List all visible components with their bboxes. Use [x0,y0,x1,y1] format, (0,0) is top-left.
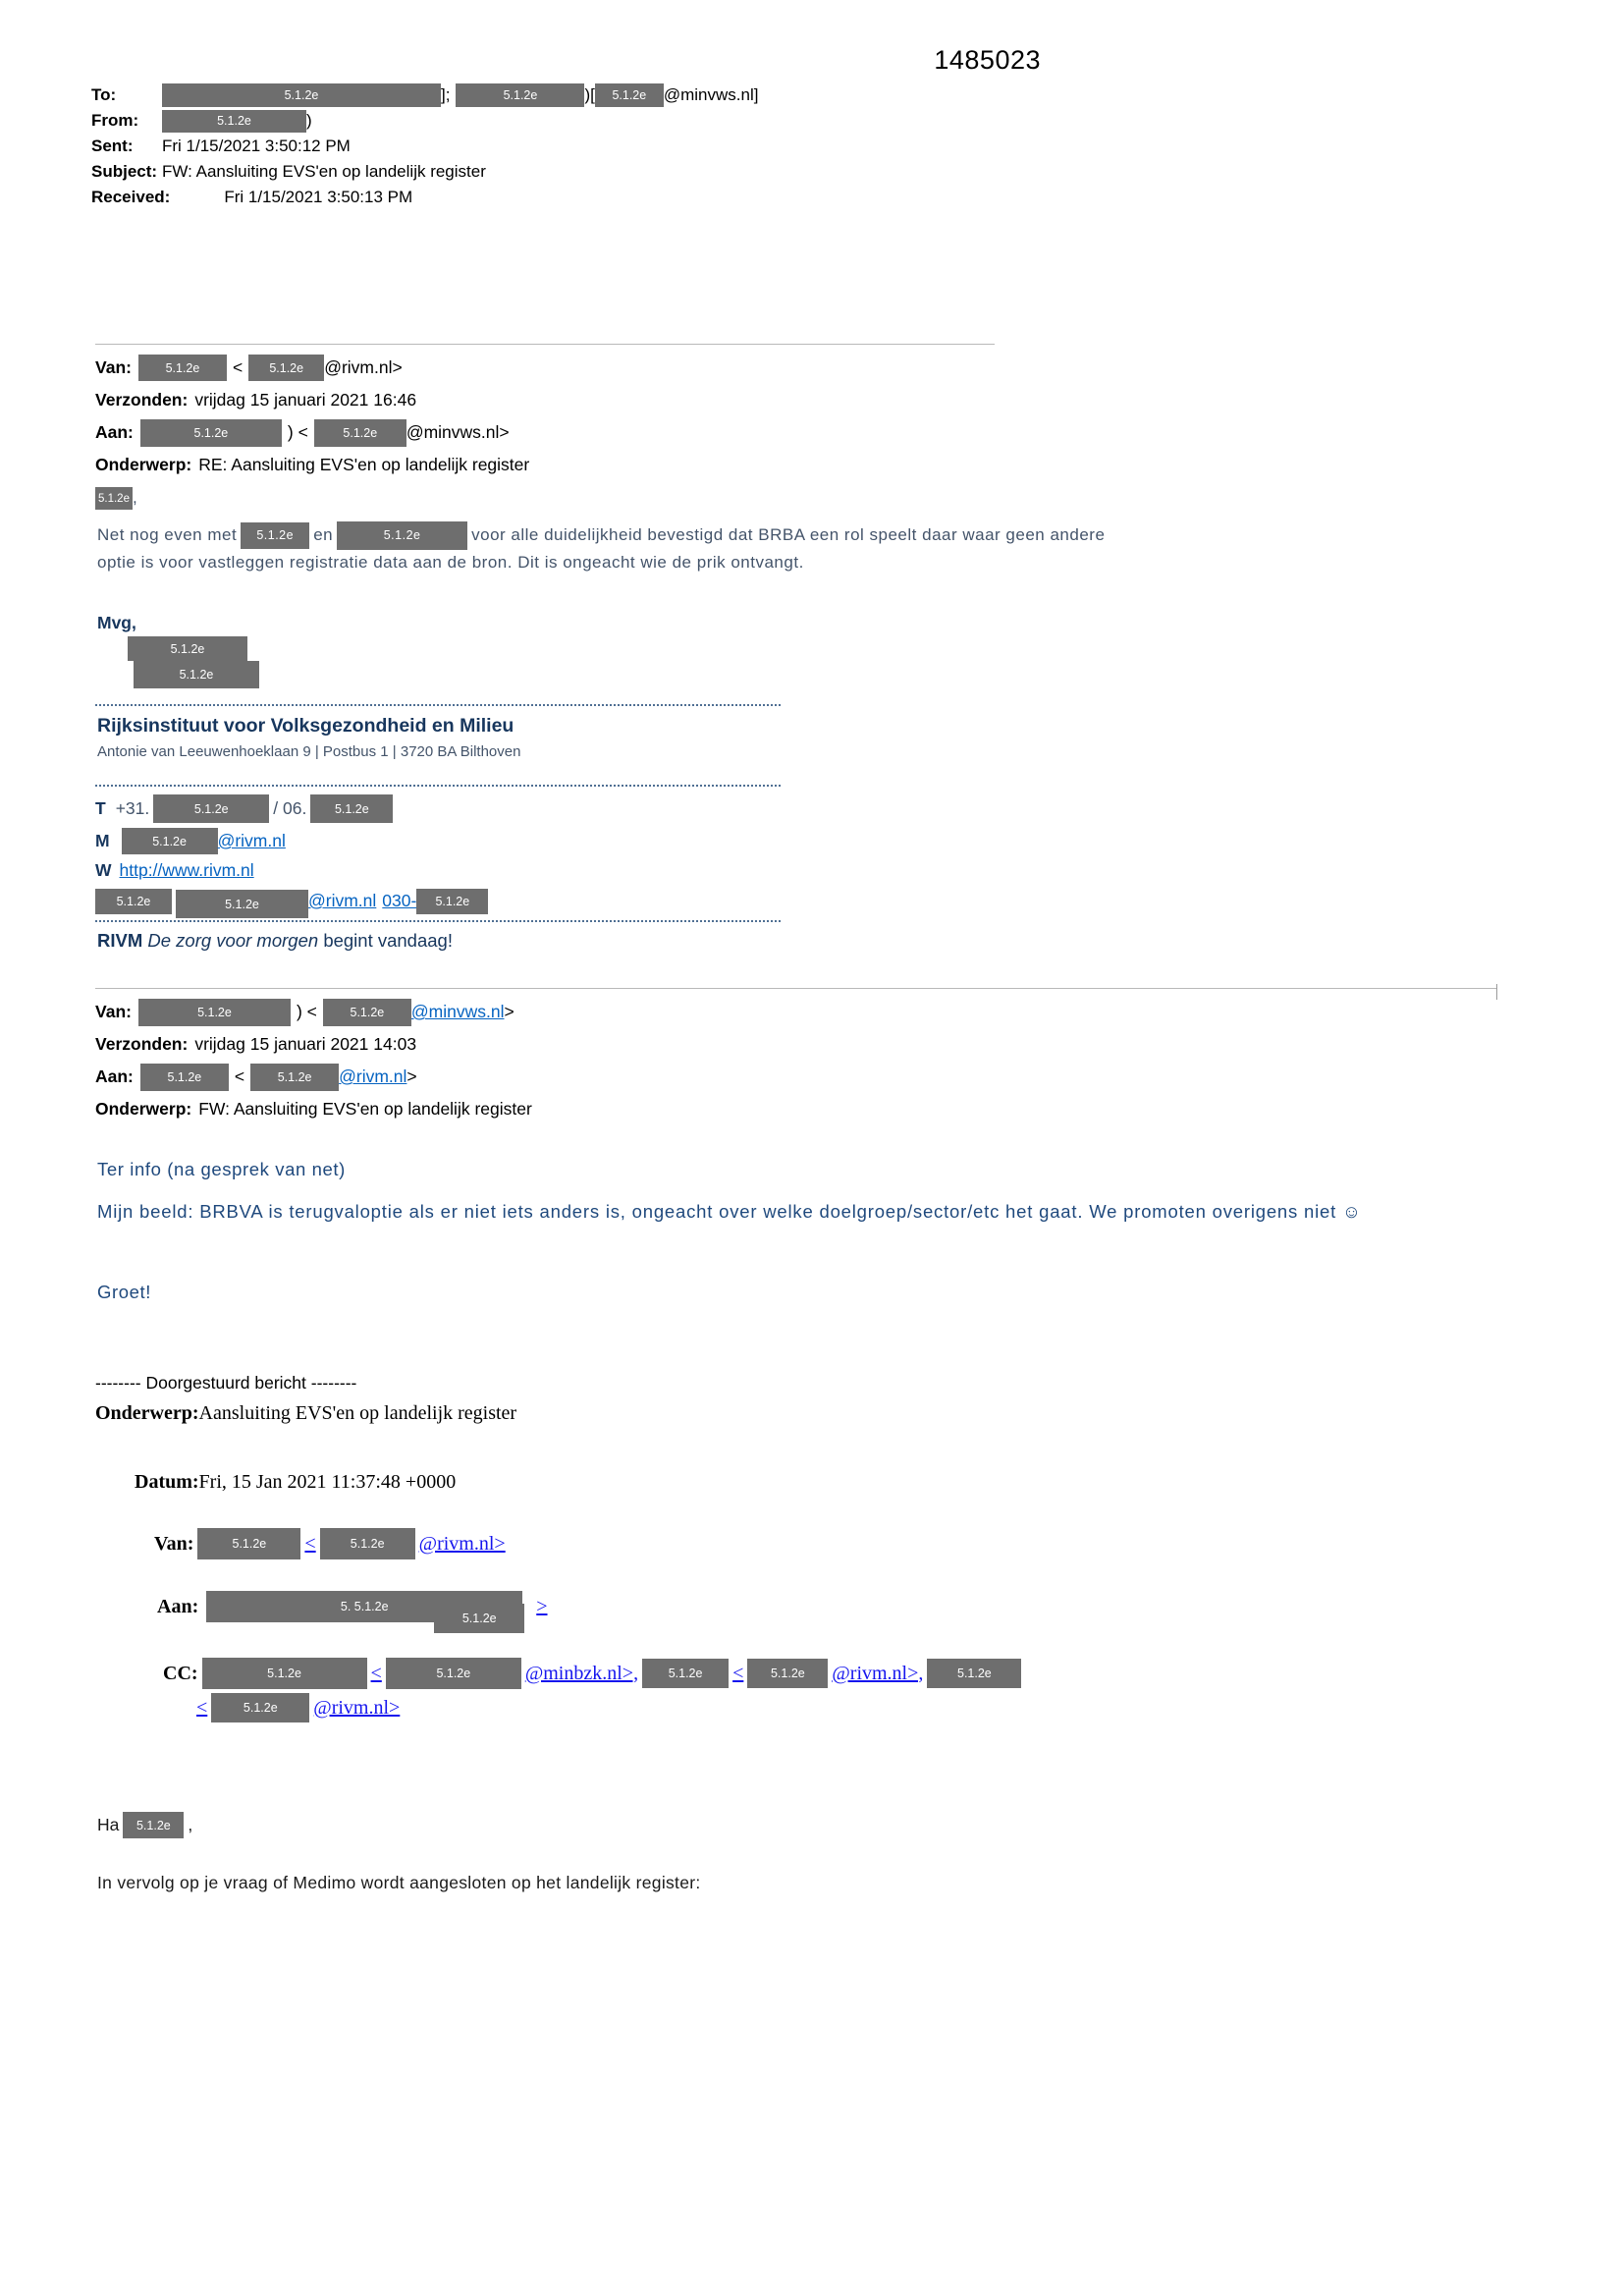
document-number: 1485023 [934,45,1041,75]
t-label: T [95,798,106,818]
redaction-box: 5.1.2e [122,828,218,854]
redaction-box: 5.1.2e [138,355,227,381]
fwd-van-label: Van: [154,1532,194,1555]
dotted-divider [95,920,781,922]
van-label: Van: [95,357,132,377]
van-row [95,352,995,384]
footer-greeting: Ha [97,1815,120,1834]
onderwerp-label: Onderwerp: [95,455,192,474]
fwd-cc-label: CC: [163,1662,198,1684]
aan-separator: ) < [287,422,308,442]
forwarded-divider: -------- Doorgestuurd bericht -------- [95,1373,357,1393]
body-paragraph-2: Mijn beeld: BRBVA is terugvaloptie als er niet iets anders is, ongeacht over welke doelgroep/sector/etc het gaat. We promoten overigens niet ☺ [97,1201,1362,1222]
header-row-to [91,82,758,108]
redaction-box: 5.1.2e [314,419,406,447]
redaction-box: 5.1.2e [320,1528,415,1559]
rivm-motto [97,930,453,952]
fwd-cc-link-2[interactable]: @rivm.nl>, [832,1662,924,1684]
aan-separator: < [234,1066,245,1086]
redaction-box: 5.1.2e [211,1693,309,1722]
van-label: Van: [95,1002,132,1021]
onderwerp-value: FW: Aansluiting EVS'en op landelijk register [198,1099,532,1119]
organization-name: Rijksinstituut voor Volksgezondheid en Milieu [97,715,514,737]
closing-line-2: Groet! [97,1282,152,1302]
redaction-box: 5.1.2e [162,110,306,133]
redaction-box: 5.1.2e [386,1658,521,1689]
rivm-website-link[interactable]: http://www.rivm.nl [119,860,254,880]
van-separator: ) < [296,1002,317,1021]
dotted-divider [95,704,781,706]
motto-brand: RIVM [97,930,143,951]
fwd-cc-link-1[interactable]: @minbzk.nl>, [524,1662,639,1684]
redaction-box: 5.1.2e [134,661,259,688]
verzonden-label: Verzonden: [95,390,189,410]
van-separator: < [232,357,244,377]
signature-web-row [95,860,254,881]
redaction-box: 5.1.2e [747,1659,828,1688]
fwd-datum-value: Fri, 15 Jan 2021 11:37:48 +0000 [198,1471,457,1493]
aan-label: Aan: [95,1066,134,1086]
sent-label: Sent: [91,137,134,155]
quoted-email-2-header [95,988,1497,1125]
redaction-box: 5.1.2e [95,889,172,914]
forwarded-aan-row [157,1591,548,1625]
fwd-cc-lt-3: < [196,1696,208,1719]
redaction-box: 5.1.2e [310,794,393,823]
aan-row [95,1061,1497,1093]
motto-tail: begint vandaag! [323,930,453,951]
header-row-sent [91,134,758,159]
signature-extra-row [95,887,488,915]
van-row [95,996,1497,1028]
body-paragraph-1 [97,521,1113,575]
rivm-email-link[interactable]: @rivm.nl [217,831,286,850]
received-label: Received: [91,188,171,206]
signature-phone-row [95,794,397,823]
redaction-box: 5.1.2e [337,521,467,550]
van-address-tail: @rivm.nl> [324,357,403,377]
to-label: To: [91,85,117,104]
header-row-subject [91,159,758,185]
forwarded-van-row [154,1528,506,1559]
redaction-box: 5.1.2e [162,83,441,107]
fwd-cc-lt-2: < [732,1662,744,1684]
greeting-comma: , [133,487,137,507]
fwd-aan-gt: > [536,1595,548,1617]
phone-mid: / 06. [273,798,307,818]
border-artifact [1496,984,1497,1000]
redaction-box: 5.1.2e [248,355,324,381]
redaction-box: 5.1.2e [140,419,282,447]
footer-body-line: In vervolg op je vraag of Medimo wordt aangesloten op het landelijk register: [97,1873,701,1892]
footer-greeting-row [97,1812,192,1838]
fwd-van-lt: < [304,1532,316,1555]
onderwerp-row [95,449,995,481]
signature-mail-row [95,828,286,854]
aan-row [95,416,995,449]
redaction-box: 5.1.2e [95,487,133,510]
rivm-email-link-3[interactable]: @rivm.nl [339,1066,407,1086]
from-label: From: [91,111,139,130]
forwarded-cc-row-2 [196,1693,400,1722]
redaction-box: 5. 5.1.2e [206,1591,522,1622]
fwd-datum-label: Datum: [135,1471,199,1493]
m-label: M [95,831,110,850]
redaction-box: 5.1.2e [123,1812,184,1838]
w-label: W [95,860,112,880]
from-tail: ) [306,111,312,130]
verzonden-row [95,384,995,416]
aan-close: > [406,1066,417,1086]
info-line: Ter info (na gesprek van net) [97,1159,346,1179]
fwd-cc-lt-1: < [370,1662,382,1684]
fwd-onderwerp-label: Onderwerp: [95,1402,199,1424]
aan-label: Aan: [95,422,134,442]
verzonden-value: vrijdag 15 januari 2021 14:03 [194,1034,417,1054]
redaction-box: 5.1.2e [202,1658,367,1689]
to-separator-2: )[ [584,85,595,104]
redaction-box: 5.1.2e [434,1604,524,1633]
body-text: en [313,524,334,544]
motto-italic: De zorg voor morgen [147,930,319,951]
closing-line: Mvg, [97,613,136,632]
forwarded-cc-row [163,1658,1025,1689]
subject-label: Subject: [91,162,158,181]
phone-link[interactable]: 030- [382,891,417,910]
body-text: voor alle duidelijkheid bevestigd dat BRBA een rol speelt daar waar geen andere optie is voor vastleggen registratie data aan de bron. Dit is ongeacht wie de prik ontvangt. [97,524,1106,572]
onderwerp-value: RE: Aansluiting EVS'en op landelijk register [198,455,530,474]
sent-value: Fri 1/15/2021 3:50:12 PM [162,137,351,155]
redaction-box: 5.1.2e [416,889,488,914]
verzonden-value: vrijdag 15 januari 2021 16:46 [194,390,417,410]
onderwerp-label: Onderwerp: [95,1099,192,1119]
fwd-cc-link-3[interactable]: @rivm.nl> [313,1696,401,1719]
aan-address-tail: @minvws.nl> [406,422,510,442]
redaction-box: 5.1.2e [250,1064,339,1091]
rivm-email-link-2[interactable]: @rivm.nl [308,891,377,910]
body-text: Net nog even met [97,524,238,544]
fwd-van-link[interactable]: @rivm.nl> [418,1532,506,1555]
header-row-received [91,185,758,210]
dotted-divider [95,785,781,787]
redaction-box: 5.1.2e [176,890,308,918]
fwd-onderwerp-value: Aansluiting EVS'en op landelijk register [198,1402,517,1424]
redaction-box: 5.1.2e [595,83,664,107]
footer-greeting-comma: , [188,1815,193,1834]
forwarded-onderwerp-row [95,1402,516,1425]
quoted-email-1-header [95,344,995,481]
to-address-tail: @minvws.nl] [663,85,759,104]
redaction-box: 5.1.2e [197,1528,300,1559]
aan-redaction-group [202,1591,526,1625]
redaction-box: 5.1.2e [138,999,291,1026]
redaction-box: 5.1.2e [642,1659,729,1688]
onderwerp-row [95,1093,1497,1125]
van-close: > [504,1002,514,1021]
verzonden-label: Verzonden: [95,1034,189,1054]
redaction-box: 5.1.2e [323,999,411,1026]
greeting-line [95,487,137,510]
redaction-box: 5.1.2e [153,794,269,823]
redaction-box: 5.1.2e [140,1064,229,1091]
minvws-email-link[interactable]: @minvws.nl [410,1002,505,1021]
fwd-aan-label: Aan: [157,1595,199,1617]
forwarded-datum-row [135,1471,456,1494]
header-row-from [91,108,758,134]
email-header [91,82,758,210]
organization-address: Antonie van Leeuwenhoeklaan 9 | Postbus 1 | 3720 BA Bilthoven [97,743,521,760]
to-separator: ]; [441,85,451,104]
verzonden-row [95,1028,1497,1061]
redaction-box: 5.1.2e [241,522,309,549]
redaction-box: 5.1.2e [128,636,247,661]
phone-prefix: +31. [115,798,150,818]
redaction-box: 5.1.2e [927,1659,1021,1688]
received-value: Fri 1/15/2021 3:50:13 PM [224,188,413,206]
subject-value: FW: Aansluiting EVS'en op landelijk register [162,162,486,181]
redaction-box: 5.1.2e [456,83,584,107]
